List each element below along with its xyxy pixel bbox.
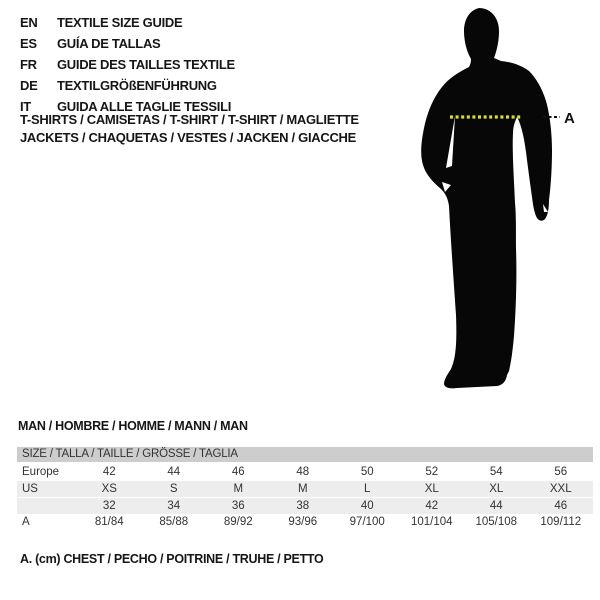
size-cell: 109/112 bbox=[540, 516, 582, 528]
size-cell: 56 bbox=[554, 466, 568, 478]
category-line-jackets: JACKETS / CHAQUETAS / VESTES / JACKEN / GIACCHE bbox=[20, 129, 356, 145]
size-cell: 54 bbox=[489, 466, 503, 478]
row-label: Europe bbox=[22, 466, 60, 478]
size-cell: 89/92 bbox=[223, 516, 253, 528]
size-cell: S bbox=[169, 483, 178, 495]
language-code: EN bbox=[20, 15, 38, 30]
man-silhouette-figure bbox=[400, 0, 600, 420]
table-row-numeric bbox=[17, 498, 593, 514]
size-cell: 48 bbox=[296, 466, 310, 478]
row-label: A bbox=[22, 516, 30, 528]
size-cell: 81/84 bbox=[94, 516, 124, 528]
language-row-en bbox=[20, 12, 235, 33]
language-row-es bbox=[20, 33, 235, 54]
table-row-europe bbox=[17, 464, 593, 481]
language-label: GUIDE DES TAILLES TEXTILE bbox=[57, 57, 235, 72]
size-table bbox=[17, 447, 593, 531]
size-cell: 32 bbox=[102, 500, 116, 512]
measure-label-a: A bbox=[564, 110, 575, 127]
language-label: GUÍA DE TALLAS bbox=[57, 36, 161, 51]
size-cell: 44 bbox=[489, 500, 503, 512]
size-cell: 97/100 bbox=[349, 516, 385, 528]
language-code: ES bbox=[20, 36, 37, 51]
language-row-fr bbox=[20, 54, 235, 75]
size-cell: 93/96 bbox=[288, 516, 318, 528]
size-cell: 50 bbox=[360, 466, 374, 478]
row-label bbox=[17, 498, 77, 514]
category-line-tshirts: T-SHIRTS / CAMISETAS / T-SHIRT / T-SHIRT / MAGLIETTE bbox=[20, 112, 359, 127]
size-cell: 52 bbox=[425, 466, 439, 478]
size-cell: XL bbox=[424, 483, 439, 495]
size-cell: 34 bbox=[167, 500, 181, 512]
size-cell: XXL bbox=[549, 483, 572, 495]
language-list bbox=[20, 12, 235, 117]
size-cell: 40 bbox=[360, 500, 374, 512]
language-label: GUIDA ALLE TAGLIE TESSILI bbox=[57, 99, 232, 114]
man-body-shape bbox=[421, 8, 552, 388]
language-code: FR bbox=[20, 57, 37, 72]
size-cell: XL bbox=[489, 483, 504, 495]
size-cell: 46 bbox=[231, 466, 245, 478]
size-cell: 101/104 bbox=[410, 516, 453, 528]
size-cell: M bbox=[233, 483, 244, 495]
size-cell: M bbox=[297, 483, 308, 495]
size-cell: 105/108 bbox=[475, 516, 518, 528]
size-cell: 42 bbox=[425, 500, 439, 512]
size-cell: 38 bbox=[296, 500, 310, 512]
size-cell: 85/88 bbox=[159, 516, 189, 528]
man-silhouette bbox=[400, 0, 600, 420]
language-label: TEXTILGRÖßENFÜHRUNG bbox=[57, 78, 217, 93]
language-code: DE bbox=[20, 78, 38, 93]
size-cell: L bbox=[364, 483, 371, 495]
language-row-de bbox=[20, 75, 235, 96]
size-cell: XS bbox=[101, 483, 117, 495]
category-lines bbox=[20, 111, 359, 146]
size-cell: 44 bbox=[167, 466, 181, 478]
size-cell: 42 bbox=[102, 466, 116, 478]
language-label: TEXTILE SIZE GUIDE bbox=[57, 15, 183, 30]
row-label: US bbox=[22, 483, 38, 495]
size-cell: 36 bbox=[231, 500, 245, 512]
section-title: MAN / HOMBRE / HOMME / MANN / MAN bbox=[18, 419, 248, 433]
size-cell: 46 bbox=[554, 500, 568, 512]
table-row-chest bbox=[17, 514, 593, 531]
language-code: IT bbox=[20, 99, 31, 114]
table-row-us bbox=[17, 481, 593, 498]
footnote: A. (cm) CHEST / PECHO / POITRINE / TRUHE / PETTO bbox=[20, 552, 324, 566]
size-table-header: SIZE / TALLA / TAILLE / GRÖSSE / TAGLIA bbox=[17, 447, 593, 462]
